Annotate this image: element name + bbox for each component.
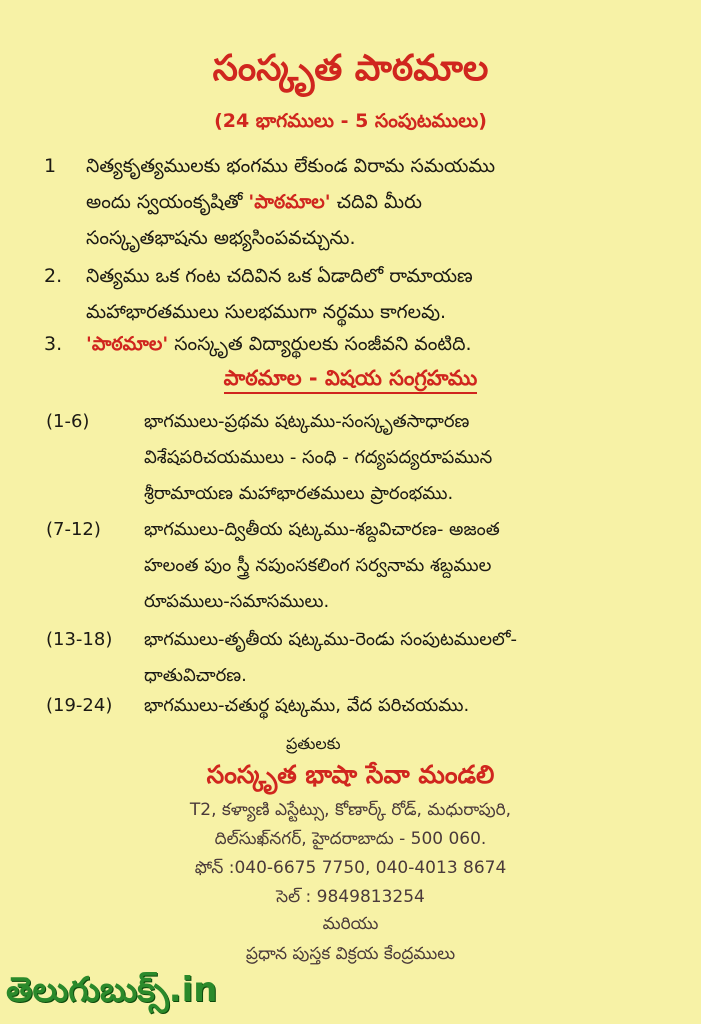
topic-line: హలంత పుం స్త్రీ నపుంసకలింగ సర్వనామ శబ్దముల	[144, 555, 492, 576]
address-line: దిల్‌సుఖ్‌నగర్, హైదరాబాదు - 500 060.	[214, 829, 487, 849]
point-3	[44, 326, 684, 362]
topic-line: భాగములు-ద్వితీయ షట్కము-శబ్దవిచారణ- అజంత	[144, 519, 500, 540]
point-number: 1	[44, 155, 57, 177]
organization-name: సంస్కృత భాషా సేవా మండలి	[206, 760, 495, 789]
copies-label: ప్రతులకు	[286, 734, 341, 753]
topic-range: (7-12)	[46, 519, 101, 540]
section-heading: పాఠమాల - విషయ సంగ్రహము	[0, 366, 701, 396]
topic-range: (19-24)	[46, 695, 113, 716]
topic-item	[46, 404, 686, 512]
point-number: 3.	[44, 333, 63, 355]
topic-line: భాగములు-ప్రథమ షట్కము-సంస్కృతసాధారణ	[144, 411, 470, 432]
page-title: సంస్కృత పాఠమాల	[212, 48, 489, 89]
point-1	[44, 148, 684, 256]
cell-line: సెల్ : 9849813254	[276, 887, 425, 907]
topic-line: ధాతువిచారణ.	[144, 665, 247, 686]
point-line: సంస్కృతభాషను అభ్యసింపవచ్చును.	[86, 227, 356, 249]
topic-item	[46, 512, 686, 620]
bookstores-line: ప్రధాన పుస్తక విక్రయ కేంద్రములు	[245, 944, 456, 964]
point-line: నిత్యకృత్యములకు భంగము లేకుండ విరామ సమయము	[86, 155, 496, 177]
page-subtitle: (24 భాగములు - 5 సంపుటములు)	[214, 110, 487, 132]
topic-range: (1-6)	[46, 411, 90, 432]
point-line: మహాభారతములు సులభముగా నర్థము కాగలవు.	[86, 301, 447, 323]
point-line: నిత్యము ఒక గంట చదివిన ఒక ఏడాదిలో రామాయణ	[86, 265, 473, 287]
topic-line: రూపములు-సమాసములు.	[144, 591, 330, 612]
topic-line: భాగములు-చతుర్థ షట్కము, వేద పరిచయము.	[144, 695, 470, 716]
point-highlight: 'పాఠమాల'	[86, 333, 169, 355]
topic-range: (13-18)	[46, 629, 113, 650]
point-line: అందు స్వయంకృషితో	[86, 191, 243, 213]
topic-line: శ్రీరామాయణ మహాభారతములు ప్రారంభము.	[144, 483, 454, 504]
topic-item	[46, 622, 686, 694]
topic-line: విశేషపరిచయములు - సంధి - గద్యపద్యరూపమున	[144, 447, 493, 468]
phone-line: ఫోన్ :040-6675 7750, 040-4013 8674	[194, 858, 507, 878]
address-line: T2, కళ్యాణి ఎస్టేట్సు, కోణార్క్ రోడ్, మధురాపురి,	[189, 800, 512, 820]
point-number: 2.	[44, 265, 63, 287]
topic-item	[46, 688, 686, 724]
point-line: చదివి మీరు	[336, 191, 422, 213]
and-line: మరియు	[322, 914, 379, 934]
topic-line: భాగములు-తృతీయ షట్కము-రెండు సంపుటములలో-	[144, 629, 517, 650]
point-highlight: 'పాఠమాల'	[248, 191, 331, 213]
point-line: సంస్కృత విద్యార్థులకు సంజీవని వంటిది.	[174, 333, 472, 355]
point-2	[44, 258, 684, 330]
site-watermark: తెలుగుబుక్స్.in	[6, 970, 218, 1010]
